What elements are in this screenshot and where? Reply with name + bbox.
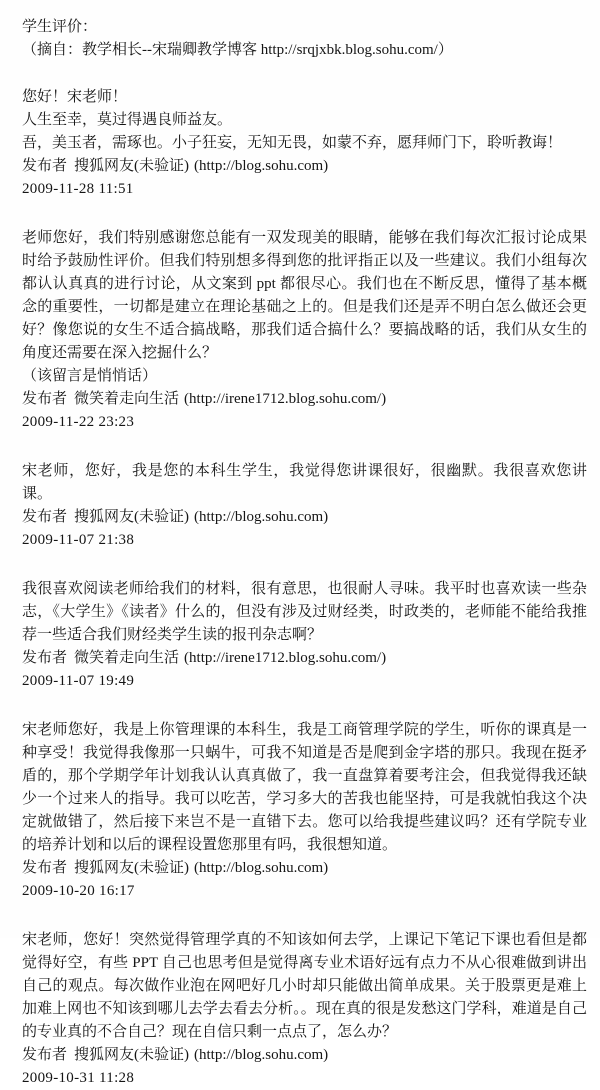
comment-body: 老师您好，我们特别感谢您总能有一双发现美的眼睛，能够在我们每次汇报讨论成果时给予鼓励性评价。但我们特别想多得到您的批评指正以及一些建议。我们小组每次都认认真真的进行讨论，从文案到 ppt 都很尽心。我们也在不断反思，懂得了基本概念的重要性，一切都是建立在理论基础之上的。但是我们还是弄不明白怎么做还会更好？像您说的女生不适合搞战略，那我们适合搞什么？要搞战略的话，我们从女生的角度还需要在深入挖掘什么？ [22,230,587,361]
comment-timestamp: 2009-11-07 21:38 [22,532,135,548]
author-name: 微笑着走向生活 [74,650,180,666]
author-url: (http://irene1712.blog.sohu.com/) [184,650,387,666]
author-name: 微笑着走向生活 [74,391,180,407]
source-attribution: （摘自：教学相长--宋瑞卿教学博客 http://srqjxbk.blog.sohu.com/） [22,42,453,58]
publisher-label: 发布者 [22,509,68,525]
author-line [22,388,587,411]
author-url: (http://blog.sohu.com) [194,158,329,174]
comment-body: 宋老师，您好，我是您的本科生学生，我觉得您讲课很好，很幽默。我很喜欢您讲课。 [22,463,587,502]
author-url: (http://irene1712.blog.sohu.com/) [184,391,387,407]
comment-block [22,460,587,552]
author-url: (http://blog.sohu.com) [194,860,329,876]
author-line [22,647,587,670]
publisher-label: 发布者 [22,860,68,876]
author-line [22,1044,587,1067]
author-url: (http://blog.sohu.com) [194,1047,329,1063]
comment-block [22,86,587,201]
author-name: 搜狐网友(未验证) [74,509,190,525]
comment-block [22,719,587,903]
author-name: 搜狐网友(未验证) [74,1047,190,1063]
comment-block [22,227,587,434]
publisher-label: 发布者 [22,1047,68,1063]
comment-timestamp: 2009-10-31 11:28 [22,1070,135,1086]
comment-block [22,578,587,693]
document-header [22,16,587,62]
author-name: 搜狐网友(未验证) [74,860,190,876]
comment-body: 我很喜欢阅读老师给我们的材料，很有意思，也很耐人寻味。我平时也喜欢读一些杂志，《大学生》《读者》什么的，但没有涉及过财经类，时政类的，老师能不能给我推荐一些适合我们财经类学生读的报刊杂志啊？ [22,581,587,643]
comment-body-line: 您好！宋老师！ [22,89,128,105]
author-line [22,155,587,178]
comment-timestamp: 2009-11-28 11:51 [22,181,134,197]
page-title: 学生评价： [22,19,98,35]
comment-block [22,929,587,1090]
publisher-label: 发布者 [22,650,68,666]
author-line [22,857,587,880]
author-url: (http://blog.sohu.com) [194,509,329,525]
comment-body-line: 吾，美玉者，需琢也。小子狂妄，无知无畏，如蒙不弃，愿拜师门下，聆听教诲！ [22,135,563,151]
publisher-label: 发布者 [22,158,68,174]
author-name: 搜狐网友(未验证) [74,158,190,174]
comment-timestamp: 2009-10-20 16:17 [22,883,135,899]
author-line [22,506,587,529]
comment-timestamp: 2009-11-22 23:23 [22,414,135,430]
comment-body-line: 人生至幸，莫过得遇良师益友。 [22,112,233,128]
publisher-label: 发布者 [22,391,68,407]
privacy-note: （该留言是悄悄话） [22,368,158,384]
comment-body: 宋老师，您好！突然觉得管理学真的不知该如何去学，上课记下笔记下课也看但是都觉得好空，有些 PPT 自己也思考但是觉得离专业术语好远有点力不从心很难做到讲出自己的观点。每次做作业泡在网吧好几小时却只能做出简单成果。关于股票更是难上加难上网也不知该到哪儿去学去看去分析。。现在真的很是发愁这门学科，难道是自己的专业真的不合自己？现在自信只剩一点点了，怎么办？ [22,932,587,1040]
comment-body: 宋老师您好，我是上你管理课的本科生，我是工商管理学院的学生，听你的课真是一种享受！我觉得我像那一只蜗牛，可我不知道是否是爬到金字塔的那只。我现在挺矛盾的，那个学期学年计划我认认真真做了，我一直盘算着要考注会，但我觉得我还缺少一个过来人的指导。我可以吃苦，学习多大的苦我也能坚持，可是我就怕我这个决定就做错了，然后接下来岂不是一直错下去。您可以给我提些建议吗？还有学院专业的培养计划和以后的课程设置您那里有吗，我很想知道。 [22,722,587,853]
comment-timestamp: 2009-11-07 19:49 [22,673,135,689]
